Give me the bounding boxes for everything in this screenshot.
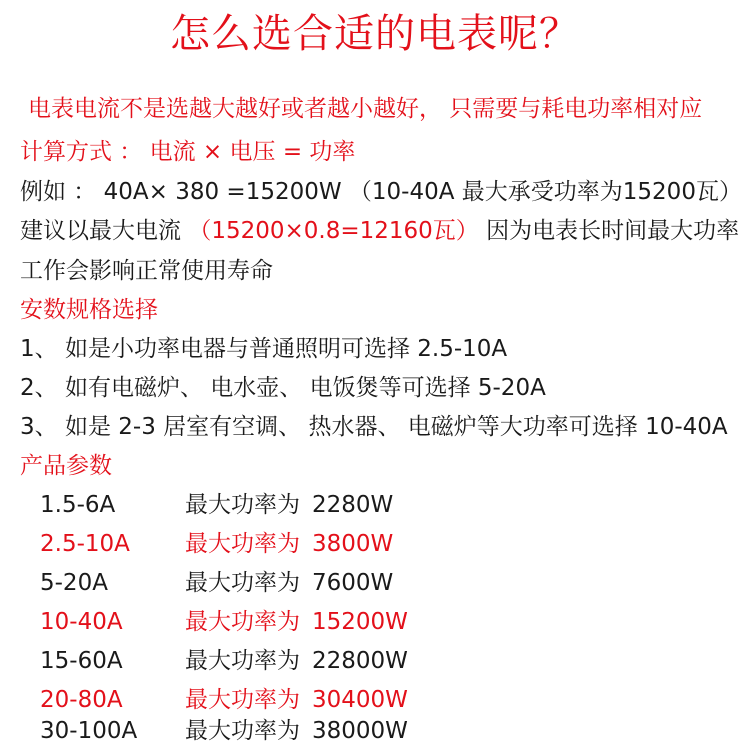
param-label: 最大功率为 (185, 531, 300, 557)
param-row (0, 525, 750, 563)
advice-line-2: 工作会影响正常使用寿命 (20, 258, 273, 284)
advice-suffix: 因为电表长时间最大功率 (478, 218, 740, 244)
param-range: 1.5-6A (40, 492, 116, 518)
amp-option-3: 3、 如是 2-3 居室有空调、 热水器、 电磁炉等大功率可选择 10-40A (20, 414, 728, 440)
param-label: 最大功率为 (185, 648, 300, 674)
param-label: 最大功率为 (185, 492, 300, 518)
amp-section-heading: 安数规格选择 (20, 297, 158, 323)
param-row (0, 486, 750, 524)
param-row (0, 564, 750, 602)
param-row (0, 642, 750, 680)
formula-line: 计算方式 ： 电流 × 电压 = 功率 (20, 139, 356, 165)
example-line: 例如 ： 40A× 380 =15200W （10-40A 最大承受功率为15200瓦） (20, 179, 742, 205)
param-row (0, 603, 750, 641)
param-range: 2.5-10A (40, 531, 130, 557)
param-row (0, 712, 750, 750)
advice-prefix: 建议以最大电流 (20, 218, 189, 244)
param-power: 38000W (312, 718, 408, 744)
param-label: 最大功率为 (185, 570, 300, 596)
param-power: 22800W (312, 648, 408, 674)
amp-option-2: 2、 如有电磁炉、 电水壶、 电饭煲等可选择 5-20A (20, 375, 546, 401)
advice-line (20, 214, 739, 248)
param-label: 最大功率为 (185, 609, 300, 635)
param-range: 10-40A (40, 609, 123, 635)
param-power: 7600W (312, 570, 394, 596)
param-power: 15200W (312, 609, 408, 635)
param-range: 5-20A (40, 570, 108, 596)
page-title: 怎么选合适的电表呢？ (170, 11, 580, 57)
param-power: 2280W (312, 492, 394, 518)
param-label: 最大功率为 (185, 718, 300, 744)
params-heading: 产品参数 (20, 453, 112, 479)
param-label: 最大功率为 (185, 687, 300, 713)
param-range: 30-100A (40, 718, 138, 744)
param-power: 3800W (312, 531, 394, 557)
param-range: 15-60A (40, 648, 123, 674)
param-range: 20-80A (40, 687, 123, 713)
param-power: 30400W (312, 687, 408, 713)
intro-statement: 电表电流不是选越大越好或者越小越好， 只需要与耗电功率相对应 (28, 96, 703, 122)
amp-option-1: 1、 如是小功率电器与普通照明可选择 2.5-10A (20, 336, 508, 362)
advice-highlight: （15200×0.8=12160瓦） (188, 218, 479, 244)
